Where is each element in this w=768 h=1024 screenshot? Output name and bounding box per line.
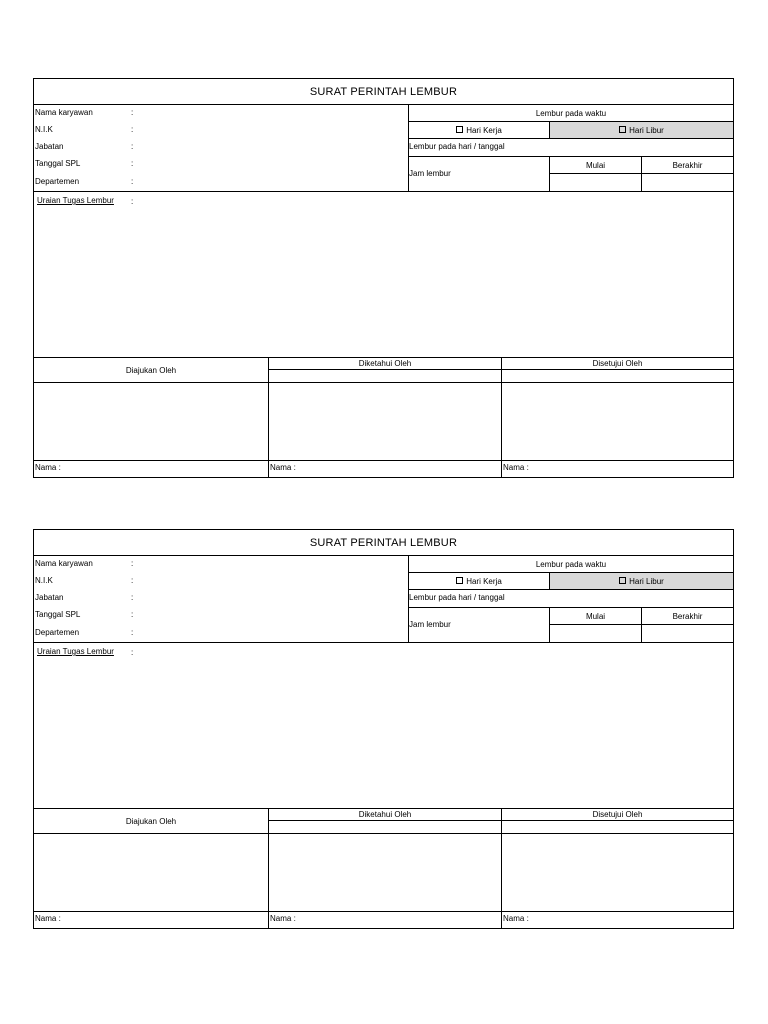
checkbox-icon[interactable] [619, 577, 626, 584]
jam-lembur-label: Jam lembur [409, 620, 451, 629]
divider [268, 357, 269, 478]
checkbox-icon[interactable] [456, 577, 463, 584]
hari-libur-option[interactable] [550, 122, 733, 138]
lembur-hari-tanggal-label: Lembur pada hari / tanggal [409, 593, 505, 602]
hari-kerja-label: Hari Kerja [466, 125, 502, 135]
divider [34, 382, 733, 383]
berakhir-header: Berakhir [672, 611, 703, 621]
nama-field-disetujui: Nama : [503, 914, 529, 923]
divider [34, 833, 733, 834]
overtime-form-1 [33, 78, 734, 478]
label-jabatan: Jabatan [35, 593, 64, 602]
colon: : [131, 610, 134, 619]
divider [408, 589, 733, 590]
nama-field-diketahui: Nama : [270, 463, 296, 472]
lembur-hari-tanggal-label: Lembur pada hari / tanggal [409, 142, 505, 151]
colon: : [131, 159, 134, 168]
label-departemen: Departemen [35, 177, 80, 186]
disetujui-oleh-header: Disetujui Oleh [592, 359, 643, 368]
label-tanggal-spl: Tanggal SPL [35, 610, 81, 619]
lembur-pada-waktu-label: Lembur pada waktu [535, 560, 607, 569]
disetujui-oleh-header: Disetujui Oleh [592, 810, 643, 819]
colon: : [131, 125, 134, 134]
colon: : [131, 648, 134, 657]
divider [34, 911, 733, 912]
jam-lembur-label: Jam lembur [409, 169, 451, 178]
label-jabatan: Jabatan [35, 142, 64, 151]
colon: : [131, 177, 134, 186]
overtime-form-2 [33, 529, 734, 929]
colon: : [131, 108, 134, 117]
nama-field-diajukan: Nama : [35, 463, 61, 472]
checkbox-icon[interactable] [456, 126, 463, 133]
divider [34, 642, 733, 643]
nama-field-disetujui: Nama : [503, 463, 529, 472]
colon: : [131, 142, 134, 151]
colon: : [131, 628, 134, 637]
divider [501, 808, 502, 929]
hari-kerja-option[interactable] [409, 573, 549, 589]
hari-libur-option[interactable] [550, 573, 733, 589]
mulai-header: Mulai [585, 611, 606, 621]
uraian-tugas-label: Uraian Tugas Lembur [37, 196, 114, 205]
diketahui-oleh-header: Diketahui Oleh [358, 359, 412, 368]
divider [501, 357, 502, 478]
label-nama-karyawan: Nama karyawan [35, 559, 93, 568]
colon: : [131, 593, 134, 602]
lembur-pada-waktu-label: Lembur pada waktu [535, 109, 607, 118]
berakhir-header: Berakhir [672, 160, 703, 170]
diajukan-oleh-header: Diajukan Oleh [125, 816, 177, 826]
label-nik: N.I.K [35, 576, 53, 585]
hari-libur-label: Hari Libur [629, 125, 664, 135]
label-nik: N.I.K [35, 125, 53, 134]
colon: : [131, 197, 134, 206]
colon: : [131, 576, 134, 585]
nama-field-diajukan: Nama : [35, 914, 61, 923]
label-departemen: Departemen [35, 628, 80, 637]
divider [34, 191, 733, 192]
mulai-header: Mulai [585, 160, 606, 170]
form-title: SURAT PERINTAH LEMBUR [34, 79, 733, 105]
hari-kerja-label: Hari Kerja [466, 576, 502, 586]
diajukan-oleh-header: Diajukan Oleh [125, 365, 177, 375]
uraian-tugas-label: Uraian Tugas Lembur [37, 647, 114, 656]
divider [268, 808, 269, 929]
divider [34, 460, 733, 461]
hari-kerja-option[interactable] [409, 122, 549, 138]
colon: : [131, 559, 134, 568]
diketahui-oleh-header: Diketahui Oleh [358, 810, 412, 819]
divider [408, 138, 733, 139]
form-title: SURAT PERINTAH LEMBUR [34, 530, 733, 556]
hari-libur-label: Hari Libur [629, 576, 664, 586]
label-tanggal-spl: Tanggal SPL [35, 159, 81, 168]
label-nama-karyawan: Nama karyawan [35, 108, 93, 117]
nama-field-diketahui: Nama : [270, 914, 296, 923]
checkbox-icon[interactable] [619, 126, 626, 133]
